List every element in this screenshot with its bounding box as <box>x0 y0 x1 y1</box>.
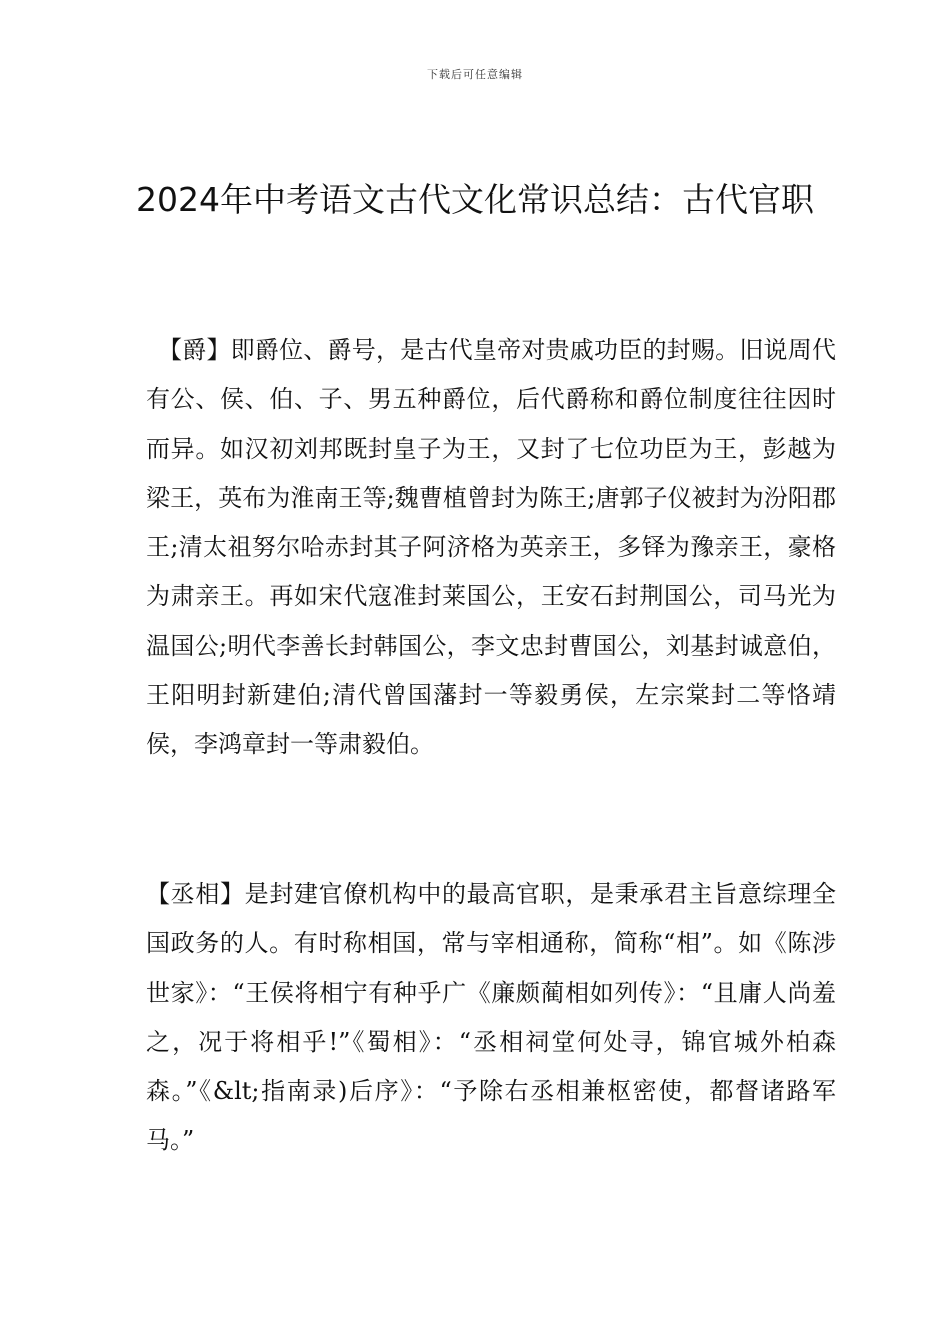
paragraph-chengxiang: 【丞相】是封建官僚机构中的最高官职，是秉承君主旨意综理全国政务的人。有时称相国，常与宰相通称，简称“相”。如《陈涉世家》：“王侯将相宁有种乎广《廉颇蔺相如列传》：“且庸人尚羞之，况于将相乎!”《蜀相》：“丞相祠堂何处寻，锦官城外柏森森。”《&lt;指南录)后序》：“予除右丞相兼枢密使，都督诸路军马。” <box>146 880 836 1155</box>
header-note: 下载后可任意编辑 <box>427 68 523 81</box>
paragraph-jue: 【爵】即爵位、爵号，是古代皇帝对贵戚功臣的封赐。旧说周代有公、侯、伯、子、男五种爵位，后代爵称和爵位制度往往因时而异。如汉初刘邦既封皇子为王，又封了七位功臣为王，彭越为梁王，英布为淮南王等;魏曹植曾封为陈王;唐郭子仪被封为汾阳郡王;清太祖努尔哈赤封其子阿济格为英亲王，多铎为豫亲王，豪格为肃亲王。再如宋代寇准封莱国公，王安石封荆国公，司马光为温国公;明代李善长封韩国公，李文忠封曹国公，刘基封诚意伯，王阳明封新建伯;清代曾国藩封一等毅勇侯，左宗棠封二等恪靖侯，李鸿章封一等肃毅伯。 <box>146 336 836 759</box>
document-title: 2024年中考语文古代文化常识总结：古代官职 <box>136 180 814 219</box>
